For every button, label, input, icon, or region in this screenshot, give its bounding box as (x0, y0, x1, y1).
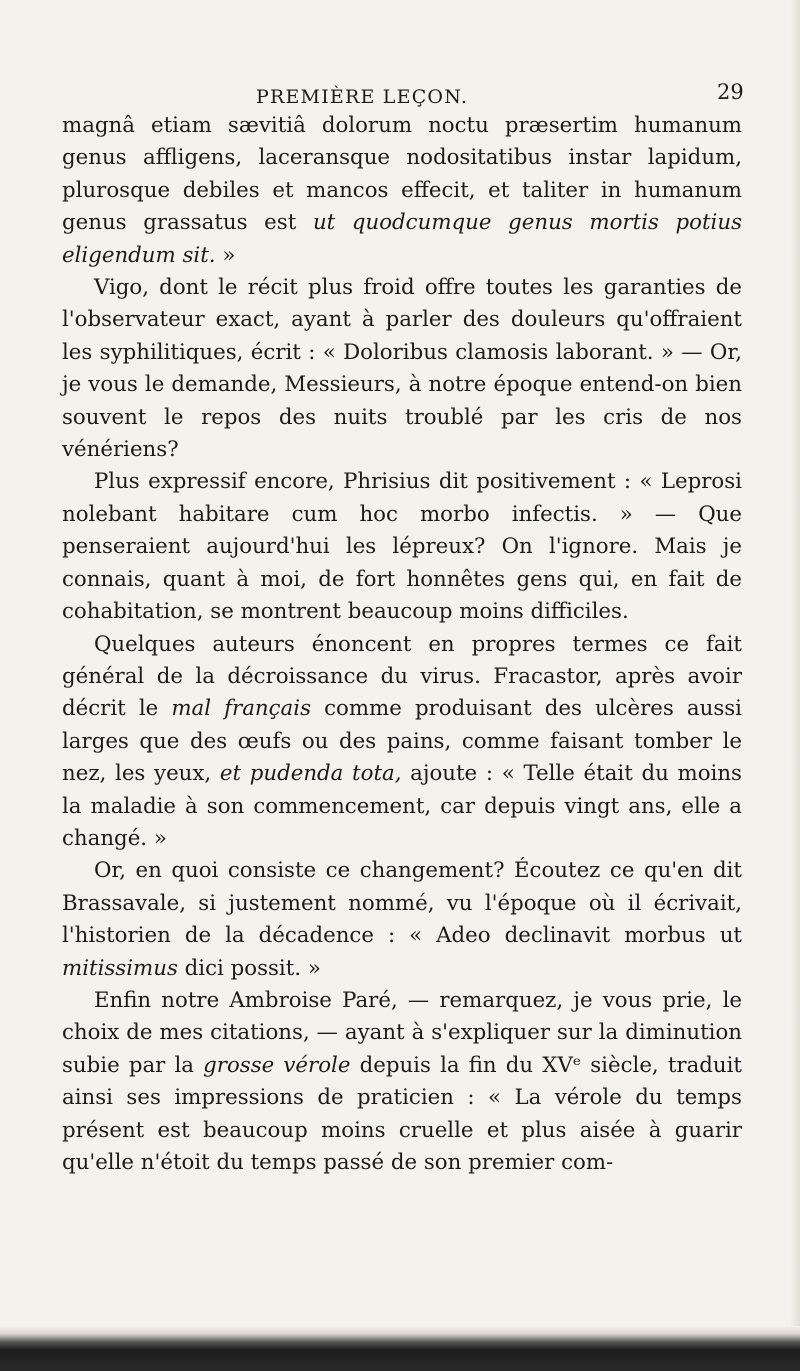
text-segment: » (215, 242, 236, 268)
paragraph-4 (62, 629, 742, 856)
page-number: 29 (717, 80, 744, 104)
paragraph-2 (62, 272, 742, 466)
text-segment: ajoute : « Telle était du moins la maladie à son commencement, car depuis vingt ans, elle a changé. » (62, 761, 742, 851)
scan-bottom-edge (0, 1326, 800, 1371)
text-segment: Enfin notre Ambroise Paré, — remarquez, je vous prie, le choix de mes citations, — ayant à s'expliquer sur la diminution subie par la (62, 987, 742, 1078)
text-segment: comme produisant des ulcères aussi larges que des œufs ou des pains, comme faisant tomber le nez, les yeux, (62, 696, 742, 787)
paragraph-1 (62, 110, 742, 272)
mal-francais-italic: mal français (171, 696, 311, 722)
latin-quote-italic: ut quodcumque genus mortis potius eligendum sit. (62, 210, 742, 268)
paragraph-6 (62, 985, 742, 1179)
paragraph-3 (62, 466, 742, 628)
grosse-verole-italic: grosse vérole (203, 1052, 351, 1078)
pudenda-tota-italic: et pudenda tota, (219, 761, 402, 787)
running-title: PREMIÈRE LEÇON. (256, 86, 469, 108)
text-segment: magnâ etiam sævitiâ dolorum noctu præsertim humanum genus affligens, laceransque nodositatibus instar lapidum, plurosque debiles et mancos effecit, et taliter in humanum genus grassatus est (62, 113, 742, 236)
text-segment: Or, en quoi consiste ce changement? Écoutez ce qu'en dit Brassavale, si justement nommé, vu l'époque où il écrivait, l'historien de la décadence : « Adeo declinavit morbus ut (62, 858, 742, 949)
running-header (0, 80, 800, 110)
text-segment: Plus expressif encore, Phrisius dit positivement : « Leprosi nolebant habitare cum hoc morbo infectis. » — Que penseraient aujourd'hui les lépreux? On l'ignore. Mais je connais, quant à moi, de fort honnêtes gens qui, en fait de cohabitation, se montrent beaucoup moins difficiles. (62, 469, 742, 625)
page-edge-shadow (790, 0, 800, 1371)
body-text (62, 110, 742, 1179)
text-segment: dici possit. » (177, 955, 321, 981)
mitissimus-italic: mitissimus (62, 955, 178, 981)
text-segment: Quelques auteurs énoncent en propres termes ce fait général de la décroissance du virus. Fracastor, après avoir décrit le (62, 631, 742, 722)
text-segment: depuis la fin du XVᵉ siècle, traduit ainsi ses impressions de praticien : « La vérole du temps présent est beaucoup moins cruelle et plus aisée à guarir qu'elle n'étoit du temps passé de son premier com- (62, 1052, 742, 1175)
paragraph-5 (62, 855, 742, 985)
text-segment: Vigo, dont le récit plus froid offre toutes les garanties de l'observateur exact, ayant à parler des douleurs qu'offraient les syphilitiques, écrit : « Doloribus clamosis laborant. » — Or, je vous le demande, Messieurs, à notre époque entend-on bien souvent le repos des nuits troublé par les cris de nos vénériens? (62, 275, 742, 463)
